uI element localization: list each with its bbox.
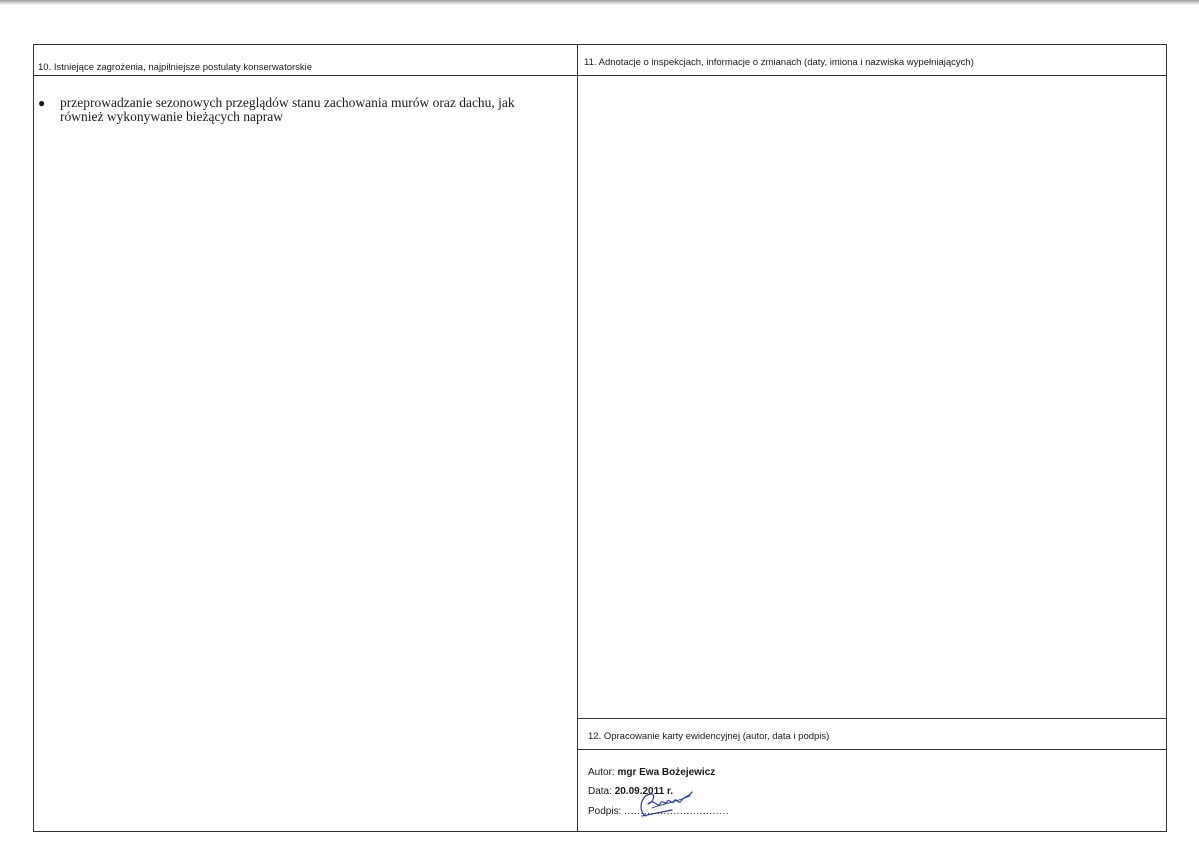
date-value: 20.09.2011 r. bbox=[614, 786, 674, 797]
section12-header-rule bbox=[577, 749, 1167, 750]
bullet-dot-icon: ● bbox=[38, 96, 46, 110]
section11-header: 11. Adnotacje o inspekcjach, informacje o zmianach (daty, imiona i nazwiska wypełniających) bbox=[584, 57, 974, 68]
list-item bbox=[38, 96, 558, 124]
author-label: Autor: bbox=[588, 767, 615, 778]
signature-dots: ................................ bbox=[624, 806, 730, 817]
date-label: Data: bbox=[588, 786, 612, 797]
column-divider bbox=[577, 44, 578, 832]
threat-item-text: przeprowadzanie sezonowych przeglądów stanu zachowania murów oraz dachu, jak również wykonywanie bieżących napraw bbox=[60, 95, 515, 124]
signature-label: Podpis: bbox=[588, 806, 622, 817]
section12-header: 12. Opracowanie karty ewidencyjnej (autor, data i podpis) bbox=[588, 731, 830, 742]
handwritten-signature bbox=[632, 786, 704, 820]
header-rule bbox=[33, 75, 1167, 76]
section10-header: 10. Istniejące zagrożenia, najpilniejsze postulaty konserwatorskie bbox=[38, 62, 313, 73]
section12-top-rule bbox=[577, 718, 1167, 719]
form-frame bbox=[33, 44, 1167, 832]
author-value: mgr Ewa Bożejewicz bbox=[617, 767, 716, 778]
scan-edge bbox=[0, 0, 1199, 5]
author-line bbox=[588, 767, 715, 779]
